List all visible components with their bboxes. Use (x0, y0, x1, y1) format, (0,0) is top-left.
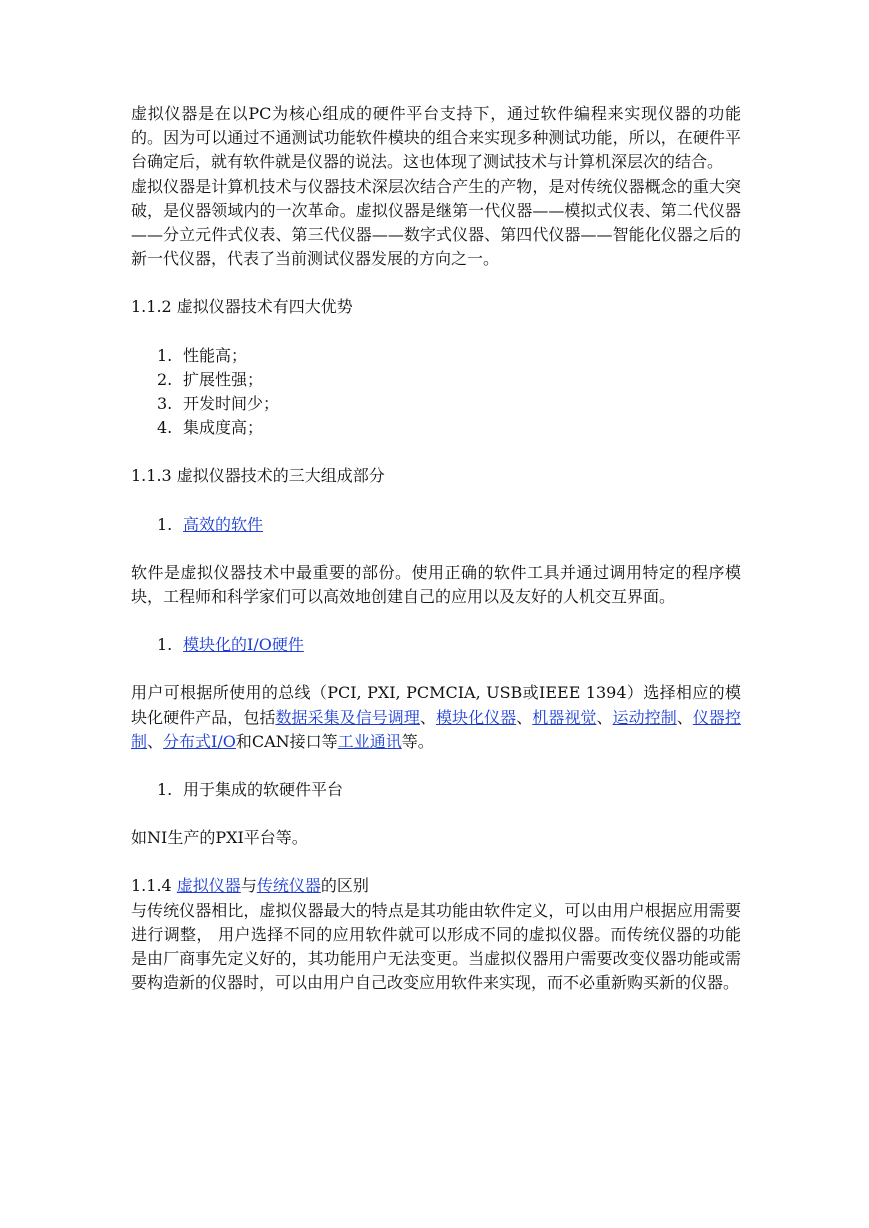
link-traditional-instrument[interactable]: 传统仪器 (256, 876, 321, 896)
link-daq[interactable]: 数据采集及信号调理 (275, 707, 420, 727)
platform-description: 如NI生产的PXI平台等。 (131, 828, 308, 848)
intro-paragraph-1: 虚拟仪器是在以PC为核心组成的硬件平台支持下，通过软件编程来实现仪器的功能的。因为可以通过不通测试功能软件模块的组合来实现多种测试功能，所以，在硬件平台确定后，就有软件就是仪器的说法。这也体现了测试技术与计算机深层次的结合。 (131, 104, 741, 172)
document-body (131, 102, 741, 995)
component-list-2 (131, 633, 741, 657)
link-industrial-communication[interactable]: 工业通讯 (337, 731, 402, 751)
section-heading-113: 1.1.3 虚拟仪器技术的三大组成部分 (131, 466, 385, 486)
section-heading-112: 1.1.2 虚拟仪器技术有四大优势 (131, 297, 353, 317)
component-list-3 (131, 778, 741, 802)
list-item: 1. 模块化的I/O硬件 (157, 635, 304, 655)
section-heading-114: 1.1.4 虚拟仪器与传统仪器的区别 (131, 876, 369, 896)
link-motion-control[interactable]: 运动控制 (612, 707, 677, 727)
list-item: 3. 开发时间少； (157, 394, 280, 414)
list-item: 1. 高效的软件 (157, 514, 264, 534)
software-description: 软件是虚拟仪器技术中最重要的部份。使用正确的软件工具并通过调用特定的程序模块，工程师和科学家们可以高效地创建自己的应用以及友好的人机交互界面。 (131, 562, 741, 607)
link-efficient-software[interactable]: 高效的软件 (183, 514, 264, 534)
link-modular-io-hardware[interactable]: 模块化的I/O硬件 (183, 635, 304, 655)
list-item: 1. 性能高； (157, 345, 248, 365)
list-item: 2. 扩展性强； (157, 369, 264, 389)
advantages-list (131, 344, 741, 441)
intro-paragraph-2: 虚拟仪器是计算机技术与仪器技术深层次结合产生的产物，是对传统仪器概念的重大突破，是仪器领域内的一次革命。虚拟仪器是继第一代仪器——模拟式仪表、第二代仪器——分立元件式仪表、第三代仪器——数字式仪器、第四代仪器——智能化仪器之后的新一代仪器，代表了当前测试仪器发展的方向之一。 (131, 176, 741, 269)
component-list-1 (131, 513, 741, 537)
link-modular-instruments[interactable]: 模块化仪器 (435, 707, 517, 727)
comparison-paragraph: 与传统仪器相比，虚拟仪器最大的特点是其功能由软件定义，可以由用户根据应用需要进行调整， 用户选择不同的应用软件就可以形成不同的虚拟仪器。而传统仪器的功能是由厂商事先定义好的，其功能用户无法变更。当虚拟仪器用户需要改变仪器功能或需要构造新的仪器时，可以由用户自己改变应用软件来实现，而不必重新购买新的仪器。 (131, 900, 741, 993)
list-item: 1. 用于集成的软硬件平台 (157, 780, 344, 800)
link-virtual-instrument[interactable]: 虚拟仪器 (176, 876, 241, 896)
list-item: 4. 集成度高； (157, 418, 264, 438)
hardware-description: 用户可根据所使用的总线（PCI, PXI, PCMCIA, USB或IEEE 1394）选择相应的模块化硬件产品，包括数据采集及信号调理、模块化仪器、机器视觉、运动控制、仪器控制、分布式I/O和CAN接口等工业通讯等。 (131, 683, 741, 751)
link-instrument-control[interactable]: 仪器控制 (131, 707, 741, 751)
link-distributed-io[interactable]: 分布式I/O (163, 731, 236, 751)
link-machine-vision[interactable]: 机器视觉 (532, 707, 597, 727)
